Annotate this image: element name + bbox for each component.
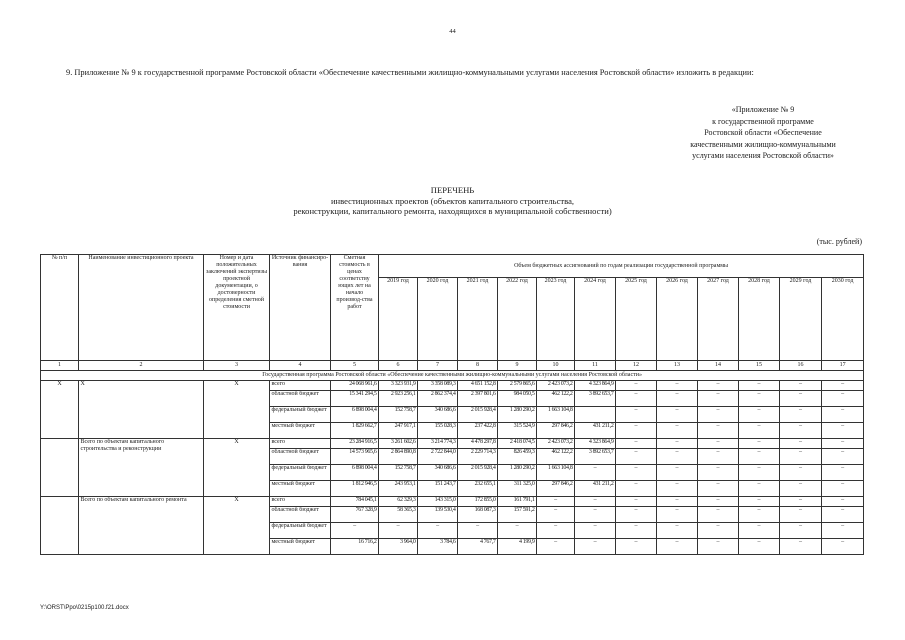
title-sub: инвестиционных проектов (объектов капитального строительства, xyxy=(330,195,575,206)
value-cell: – xyxy=(537,523,575,539)
group-expertise: Х xyxy=(204,381,270,439)
value-cell: 2 423 073,2 xyxy=(537,381,575,391)
group-num: Х xyxy=(41,381,79,439)
value-cell: 232 655,1 xyxy=(458,481,498,497)
value-cell: 1 663 104,8 xyxy=(537,407,575,423)
value-cell: 2 423 073,2 xyxy=(537,439,575,449)
value-cell: – xyxy=(616,523,657,539)
value-cell: 3 892 653,7 xyxy=(575,391,616,407)
value-cell: – xyxy=(739,381,780,391)
cost-cell: 6 898 004,4 xyxy=(331,465,379,481)
value-cell: 431 211,2 xyxy=(575,423,616,439)
value-cell: – xyxy=(698,523,739,539)
program-row: Государственная программа Ростовской области «Обеспечение качественными жилищно-коммунальными услугами населения Ростовской области» xyxy=(41,371,864,381)
value-cell: – xyxy=(739,439,780,449)
value-cell: – xyxy=(698,497,739,507)
value-cell: – xyxy=(537,539,575,555)
value-cell: 62 329,3 xyxy=(379,497,418,507)
value-cell: – xyxy=(780,381,822,391)
value-cell: 151 243,7 xyxy=(418,481,458,497)
source-cell: всего xyxy=(270,497,331,507)
table-row xyxy=(41,439,864,449)
value-cell: 4 199,9 xyxy=(498,539,537,555)
source-cell: федеральный бюджет xyxy=(270,407,331,423)
value-cell: – xyxy=(780,423,822,439)
source-cell: всего xyxy=(270,439,331,449)
value-cell: – xyxy=(657,497,698,507)
value-cell: – xyxy=(657,539,698,555)
header-year: 2023 год xyxy=(537,278,575,361)
value-cell: – xyxy=(739,449,780,465)
value-cell: – xyxy=(698,507,739,523)
appendix-line: качественными жилищно-коммунальными xyxy=(690,139,836,149)
value-cell: – xyxy=(418,523,458,539)
value-cell: – xyxy=(822,465,864,481)
value-cell: 315 524,9 xyxy=(498,423,537,439)
value-cell: – xyxy=(780,539,822,555)
value-cell: 297 846,2 xyxy=(537,481,575,497)
title-main: ПЕРЕЧЕНЬ xyxy=(430,185,475,195)
value-cell: – xyxy=(657,449,698,465)
group-expertise: Х xyxy=(204,439,270,497)
value-cell: 2 397 801,6 xyxy=(458,391,498,407)
group-name: Всего по объектам капитального ремонта xyxy=(79,497,204,555)
value-cell: – xyxy=(616,465,657,481)
cost-cell: 24 068 961,6 xyxy=(331,381,379,391)
column-number: 3 xyxy=(204,361,270,371)
column-number: 12 xyxy=(616,361,657,371)
value-cell: – xyxy=(780,497,822,507)
value-cell: – xyxy=(739,507,780,523)
source-cell: федеральный бюджет xyxy=(270,465,331,481)
value-cell: – xyxy=(780,439,822,449)
group-expertise: Х xyxy=(204,497,270,555)
value-cell: – xyxy=(379,523,418,539)
header-volume: Объем бюджетных ассигнований по годам реализации государственной программы xyxy=(379,255,864,278)
value-cell: – xyxy=(698,439,739,449)
source-cell: областной бюджет xyxy=(270,507,331,523)
value-cell: – xyxy=(780,449,822,465)
value-cell: 297 846,2 xyxy=(537,423,575,439)
value-cell: 143 315,0 xyxy=(418,497,458,507)
value-cell: – xyxy=(822,381,864,391)
value-cell: 462 122,2 xyxy=(537,449,575,465)
value-cell: 139 530,4 xyxy=(418,507,458,523)
value-cell: – xyxy=(575,539,616,555)
list-title xyxy=(0,185,905,217)
value-cell: 4 323 864,9 xyxy=(575,439,616,449)
units-label: (тыс. рублей) xyxy=(816,237,862,246)
value-cell: 2 229 714,3 xyxy=(458,449,498,465)
value-cell: 4 651 152,8 xyxy=(458,381,498,391)
value-cell: 4 323 864,9 xyxy=(575,381,616,391)
value-cell: 4 478 297,8 xyxy=(458,439,498,449)
value-cell: 168 087,3 xyxy=(458,507,498,523)
source-cell: местный бюджет xyxy=(270,539,331,555)
value-cell: – xyxy=(780,407,822,423)
value-cell: 311 325,0 xyxy=(498,481,537,497)
value-cell: – xyxy=(498,523,537,539)
value-cell: – xyxy=(657,423,698,439)
value-cell: – xyxy=(822,423,864,439)
header-year: 2030 год xyxy=(822,278,864,361)
column-number: 17 xyxy=(822,361,864,371)
source-cell: областной бюджет xyxy=(270,391,331,407)
value-cell: 243 953,1 xyxy=(379,481,418,497)
value-cell: – xyxy=(698,539,739,555)
source-cell: областной бюджет xyxy=(270,449,331,465)
value-cell: 3 358 089,3 xyxy=(418,381,458,391)
value-cell: – xyxy=(780,391,822,407)
value-cell: – xyxy=(698,423,739,439)
value-cell: – xyxy=(657,465,698,481)
column-number: 7 xyxy=(418,361,458,371)
value-cell: 155 028,3 xyxy=(418,423,458,439)
appendix-line: к государственной программе xyxy=(712,116,814,126)
column-number: 8 xyxy=(458,361,498,371)
value-cell: 3 964,0 xyxy=(379,539,418,555)
column-number: 16 xyxy=(780,361,822,371)
value-cell: 340 686,6 xyxy=(418,407,458,423)
group-name: Всего по объектам капитального строительства и реконструкции xyxy=(79,439,204,497)
value-cell: 462 122,2 xyxy=(537,391,575,407)
column-number: 10 xyxy=(537,361,575,371)
cost-cell: 14 573 965,6 xyxy=(331,449,379,465)
header-year: 2025 год xyxy=(616,278,657,361)
value-cell: 431 211,2 xyxy=(575,481,616,497)
cost-cell: 16 716,2 xyxy=(331,539,379,555)
value-cell: – xyxy=(575,465,616,481)
value-cell: 984 050,5 xyxy=(498,391,537,407)
value-cell: – xyxy=(739,481,780,497)
value-cell: 3 261 602,6 xyxy=(379,439,418,449)
value-cell: – xyxy=(616,539,657,555)
value-cell: – xyxy=(458,523,498,539)
value-cell: 2 923 256,1 xyxy=(379,391,418,407)
title-sub: реконструкции, капитального ремонта, находящихся в муниципальной собственности) xyxy=(293,206,612,216)
value-cell: – xyxy=(822,523,864,539)
intro-paragraph: 9. Приложение № 9 к государственной программе Ростовской области «Обеспечение качественными жилищно-коммунальными услугами населения Ростовской области» изложить в редакции: xyxy=(66,68,754,77)
value-cell: – xyxy=(616,423,657,439)
value-cell: 3 323 931,9 xyxy=(379,381,418,391)
column-number: 15 xyxy=(739,361,780,371)
value-cell: 2 722 844,0 xyxy=(418,449,458,465)
value-cell: – xyxy=(780,523,822,539)
cost-cell: 1 829 662,7 xyxy=(331,423,379,439)
value-cell: – xyxy=(616,381,657,391)
header-name: Наименование инвестиционного проекта xyxy=(79,255,204,361)
appendix-line: услугами населения Ростовской области» xyxy=(692,151,834,160)
cost-cell: 767 328,9 xyxy=(331,507,379,523)
value-cell: – xyxy=(537,507,575,523)
value-cell: 237 422,8 xyxy=(458,423,498,439)
header-year: 2027 год xyxy=(698,278,739,361)
value-cell: – xyxy=(739,539,780,555)
value-cell: 1 663 104,8 xyxy=(537,465,575,481)
value-cell: – xyxy=(657,391,698,407)
value-cell: 152 758,7 xyxy=(379,407,418,423)
value-cell: – xyxy=(616,507,657,523)
group-name: Х xyxy=(79,381,204,439)
header-year: 2021 год xyxy=(458,278,498,361)
column-number: 11 xyxy=(575,361,616,371)
column-number: 1 xyxy=(41,361,79,371)
value-cell: 247 917,1 xyxy=(379,423,418,439)
value-cell: 2 015 928,4 xyxy=(458,465,498,481)
value-cell: – xyxy=(822,539,864,555)
column-number: 4 xyxy=(270,361,331,371)
value-cell: – xyxy=(657,481,698,497)
column-number: 14 xyxy=(698,361,739,371)
cost-cell: 1 812 946,5 xyxy=(331,481,379,497)
header-year: 2024 год xyxy=(575,278,616,361)
value-cell: – xyxy=(657,407,698,423)
header-year: 2020 год xyxy=(418,278,458,361)
value-cell: 2 864 890,8 xyxy=(379,449,418,465)
value-cell: 3 784,6 xyxy=(418,539,458,555)
value-cell: 2 015 928,4 xyxy=(458,407,498,423)
cost-cell: 15 341 294,5 xyxy=(331,391,379,407)
value-cell: – xyxy=(657,439,698,449)
value-cell: – xyxy=(698,407,739,423)
value-cell: 161 791,1 xyxy=(498,497,537,507)
group-num xyxy=(41,439,79,497)
value-cell: – xyxy=(698,481,739,497)
value-cell: – xyxy=(616,449,657,465)
value-cell: – xyxy=(739,465,780,481)
table-row xyxy=(41,381,864,391)
projects-table xyxy=(40,254,864,555)
value-cell: 58 365,3 xyxy=(379,507,418,523)
value-cell: – xyxy=(698,465,739,481)
footer-file-path: Y:\ORST\Ppo\0215p100.f21.docx xyxy=(40,605,129,611)
header-year: 2028 год xyxy=(739,278,780,361)
value-cell: 3 214 774,3 xyxy=(418,439,458,449)
header-year: 2026 год xyxy=(657,278,698,361)
column-number: 2 xyxy=(79,361,204,371)
value-cell: – xyxy=(780,481,822,497)
value-cell: 2 862 374,4 xyxy=(418,391,458,407)
value-cell: 152 758,7 xyxy=(379,465,418,481)
value-cell: – xyxy=(739,423,780,439)
appendix-line: «Приложение № 9 xyxy=(731,105,795,114)
value-cell: 2 579 865,6 xyxy=(498,381,537,391)
value-cell: – xyxy=(822,481,864,497)
source-cell: всего xyxy=(270,381,331,391)
column-number: 5 xyxy=(331,361,379,371)
value-cell: – xyxy=(575,497,616,507)
value-cell: 2 418 074,5 xyxy=(498,439,537,449)
header-year: 2022 год xyxy=(498,278,537,361)
column-number: 13 xyxy=(657,361,698,371)
value-cell: – xyxy=(616,439,657,449)
value-cell: 4 767,7 xyxy=(458,539,498,555)
value-cell: 340 686,6 xyxy=(418,465,458,481)
page-number: 44 xyxy=(449,28,456,35)
table-row xyxy=(41,497,864,507)
appendix-line: Ростовской области «Обеспечение xyxy=(704,128,822,137)
header-year: 2019 год xyxy=(379,278,418,361)
value-cell: – xyxy=(822,449,864,465)
value-cell: 1 280 290,2 xyxy=(498,465,537,481)
value-cell: 826 459,3 xyxy=(498,449,537,465)
value-cell: – xyxy=(575,507,616,523)
value-cell: – xyxy=(537,497,575,507)
cost-cell: 23 284 916,5 xyxy=(331,439,379,449)
value-cell xyxy=(575,407,616,423)
source-cell: местный бюджет xyxy=(270,481,331,497)
value-cell: – xyxy=(739,497,780,507)
value-cell: – xyxy=(575,523,616,539)
cost-cell: – xyxy=(331,523,379,539)
column-number: 9 xyxy=(498,361,537,371)
value-cell: 157 591,2 xyxy=(498,507,537,523)
header-source: Источник финансиро-вания xyxy=(270,255,331,361)
value-cell: – xyxy=(822,391,864,407)
source-cell: федеральный бюджет xyxy=(270,523,331,539)
value-cell: – xyxy=(698,381,739,391)
value-cell: – xyxy=(739,523,780,539)
value-cell: 3 892 653,7 xyxy=(575,449,616,465)
value-cell: 1 280 290,2 xyxy=(498,407,537,423)
column-number: 6 xyxy=(379,361,418,371)
value-cell: – xyxy=(822,439,864,449)
cost-cell: 784 045,1 xyxy=(331,497,379,507)
value-cell: – xyxy=(616,391,657,407)
value-cell: 172 855,0 xyxy=(458,497,498,507)
value-cell: – xyxy=(616,497,657,507)
value-cell: – xyxy=(657,523,698,539)
value-cell: – xyxy=(698,391,739,407)
value-cell: – xyxy=(822,507,864,523)
header-year: 2029 год xyxy=(780,278,822,361)
value-cell: – xyxy=(822,407,864,423)
header-expertise: Номер и дата положительных заключений экспертизы проектной документации, о достоверности определения сметной стоимости xyxy=(204,255,270,361)
value-cell: – xyxy=(822,497,864,507)
appendix-heading xyxy=(640,104,886,162)
group-num xyxy=(41,497,79,555)
value-cell: – xyxy=(657,381,698,391)
value-cell: – xyxy=(780,507,822,523)
header-cost: Сметная стоимость в ценах соответству ющих лет на начало производ-ства работ xyxy=(331,255,379,361)
value-cell: – xyxy=(616,481,657,497)
cost-cell: 6 898 004,4 xyxy=(331,407,379,423)
value-cell: – xyxy=(780,465,822,481)
value-cell: – xyxy=(657,507,698,523)
value-cell: – xyxy=(739,391,780,407)
source-cell: местный бюджет xyxy=(270,423,331,439)
value-cell: – xyxy=(616,407,657,423)
header-num: № п/п xyxy=(41,255,79,361)
value-cell: – xyxy=(698,449,739,465)
value-cell: – xyxy=(739,407,780,423)
